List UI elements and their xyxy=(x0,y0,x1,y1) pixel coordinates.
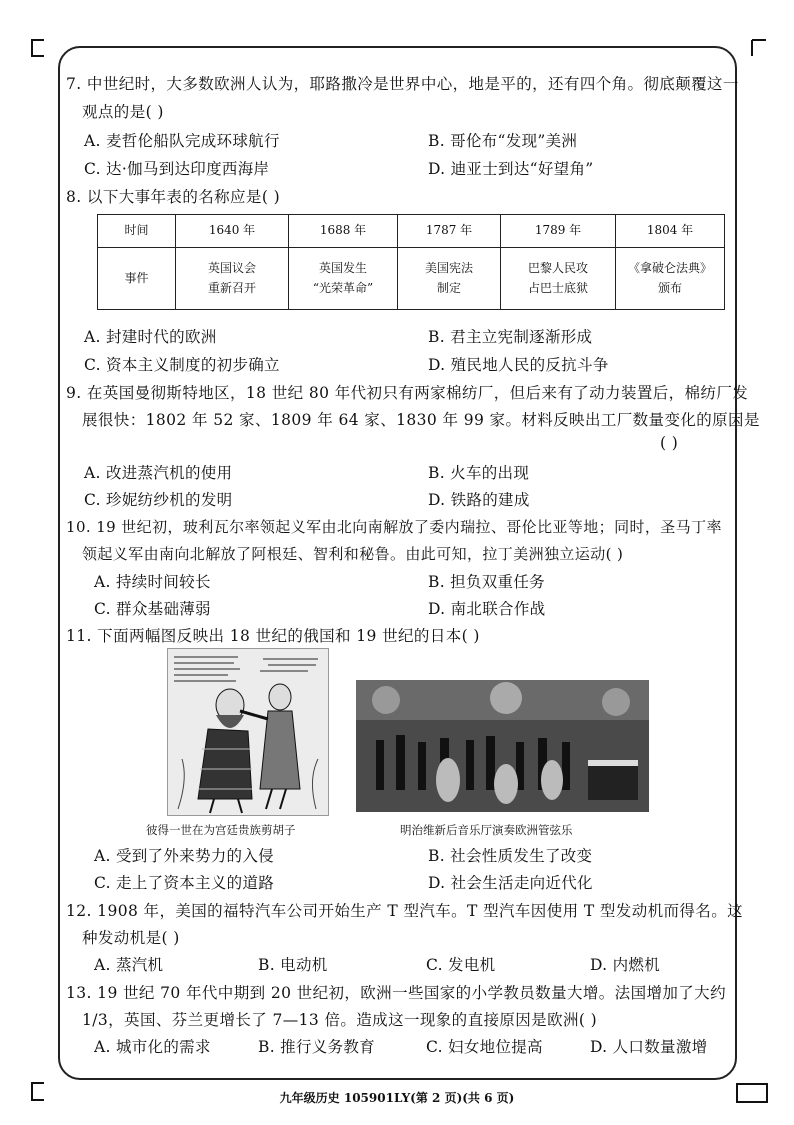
q11-option-b[interactable]: B. 社会性质发生了改变 xyxy=(428,847,593,865)
table-cell xyxy=(398,248,501,310)
q10-option-b[interactable]: B. 担负双重任务 xyxy=(428,573,545,591)
q9-option-a[interactable]: A. 改进蒸汽机的使用 xyxy=(84,464,233,482)
q9-option-c[interactable]: C. 珍妮纺纱机的发明 xyxy=(84,491,233,509)
q7-option-d[interactable]: D. 迪亚士到达“好望角” xyxy=(428,160,594,178)
table-cell: 1804 年 xyxy=(616,215,725,248)
table-cell: 1787 年 xyxy=(398,215,501,248)
table-cell xyxy=(176,248,289,310)
q13-option-b[interactable]: B. 推行义务教育 xyxy=(258,1038,375,1056)
event-text: 英国议会 xyxy=(207,261,256,276)
q12-option-a[interactable]: A. 蒸汽机 xyxy=(94,956,164,974)
q10-option-d[interactable]: D. 南北联合作战 xyxy=(428,600,546,618)
q9-answer-paren: ( ) xyxy=(660,434,679,452)
q7-stem-line2: 观点的是( ) xyxy=(82,103,164,121)
q11-option-a[interactable]: A. 受到了外来势力的入侵 xyxy=(94,847,274,865)
page-footer: 九年级历史 105901LY(第 2 页)(共 6 页) xyxy=(279,1091,515,1105)
table-row xyxy=(98,215,725,248)
q8-option-a[interactable]: A. 封建时代的欧洲 xyxy=(84,328,217,346)
image1-caption: 彼得一世在为宫廷贵族剪胡子 xyxy=(146,823,296,837)
meiji-concert-hall-image xyxy=(356,680,649,812)
table-cell xyxy=(289,248,398,310)
table-cell xyxy=(616,248,725,310)
peter-beard-cutting-image xyxy=(167,648,329,816)
event-text: 英国发生 xyxy=(318,261,367,276)
q10-option-c[interactable]: C. 群众基础薄弱 xyxy=(94,600,211,618)
q9-option-b[interactable]: B. 火车的出现 xyxy=(428,464,530,482)
q9-stem-line1: 9. 在英国曼彻斯特地区，18 世纪 80 年代初只有两家棉纺厂，但后来有了动力装置后，棉纺厂发 xyxy=(66,384,749,402)
q9-option-d[interactable]: D. 铁路的建成 xyxy=(428,491,530,509)
table-cell xyxy=(501,248,616,310)
event-text: 《拿破仑法典》 xyxy=(627,261,712,276)
q12-stem-line1: 12. 1908 年，美国的福特汽车公司开始生产 T 型汽车。T 型汽车因使用 T 型发动机而得名。这 xyxy=(66,902,744,920)
q8-stem: 8. 以下大事年表的名称应是( ) xyxy=(66,188,281,206)
q10-option-a[interactable]: A. 持续时间较长 xyxy=(94,573,211,591)
q8-option-b[interactable]: B. 君主立宪制逐渐形成 xyxy=(428,328,593,346)
q9-stem-line2: 展很快：1802 年 52 家、1809 年 64 家、1830 年 99 家。材料反映出工厂数量变化的原因是 xyxy=(82,411,760,429)
q12-option-b[interactable]: B. 电动机 xyxy=(258,956,328,974)
q12-option-c[interactable]: C. 发电机 xyxy=(426,956,496,974)
q7-option-c[interactable]: C. 达·伽马到达印度西海岸 xyxy=(84,160,270,178)
q13-option-a[interactable]: A. 城市化的需求 xyxy=(94,1038,211,1056)
q12-option-d[interactable]: D. 内燃机 xyxy=(590,956,661,974)
event-text: 重新召开 xyxy=(207,280,256,295)
q7-option-a[interactable]: A. 麦哲伦船队完成环球航行 xyxy=(84,132,280,150)
table-cell: 1640 年 xyxy=(176,215,289,248)
q13-option-d[interactable]: D. 人口数量激增 xyxy=(590,1038,708,1056)
event-text: 颁布 xyxy=(657,280,682,295)
table-cell: 1789 年 xyxy=(501,215,616,248)
table-cell: 1688 年 xyxy=(289,215,398,248)
q10-stem-line2: 领起义军由南向北解放了阿根廷、智利和秘鲁。由此可知，拉丁美洲独立运动( ) xyxy=(82,545,624,563)
table-row xyxy=(98,248,725,310)
image2-caption: 明治维新后音乐厅演奏欧洲管弦乐 xyxy=(400,823,573,837)
event-text: 美国宪法 xyxy=(424,261,473,276)
q8-option-d[interactable]: D. 殖民地人民的反抗斗争 xyxy=(428,356,609,374)
table-cell: 时间 xyxy=(98,215,176,248)
q8-option-c[interactable]: C. 资本主义制度的初步确立 xyxy=(84,356,280,374)
q12-stem-line2: 种发动机是( ) xyxy=(82,929,180,947)
q11-stem: 11. 下面两幅图反映出 18 世纪的俄国和 19 世纪的日本( ) xyxy=(66,627,480,645)
q13-stem-line2: 1/3，英国、芬兰更增长了 7—13 倍。造成这一现象的直接原因是欧洲( ) xyxy=(82,1011,598,1029)
q13-stem-line1: 13. 19 世纪 70 年代中期到 20 世纪初，欧洲一些国家的小学教员数量大增。法国增加了大约 xyxy=(66,984,726,1002)
q7-option-b[interactable]: B. 哥伦布“发现”美洲 xyxy=(428,132,578,150)
timeline-table xyxy=(97,214,725,310)
event-text: 占巴士底狱 xyxy=(527,280,588,295)
event-text: 制定 xyxy=(436,280,461,295)
q11-option-c[interactable]: C. 走上了资本主义的道路 xyxy=(94,874,275,892)
q10-stem-line1: 10. 19 世纪初，玻利瓦尔率领起义军由北向南解放了委内瑞拉、哥伦比亚等地；同时，圣马丁率 xyxy=(66,518,722,536)
q7-stem-line1: 7. 中世纪时，大多数欧洲人认为，耶路撒冷是世界中心，地是平的，还有四个角。彻底颠覆这一 xyxy=(66,75,739,93)
q13-option-c[interactable]: C. 妇女地位提高 xyxy=(426,1038,543,1056)
event-text: “光荣革命” xyxy=(312,280,374,295)
table-cell: 事件 xyxy=(98,248,176,310)
q11-option-d[interactable]: D. 社会生活走向近代化 xyxy=(428,874,593,892)
event-text: 巴黎人民攻 xyxy=(527,261,588,276)
